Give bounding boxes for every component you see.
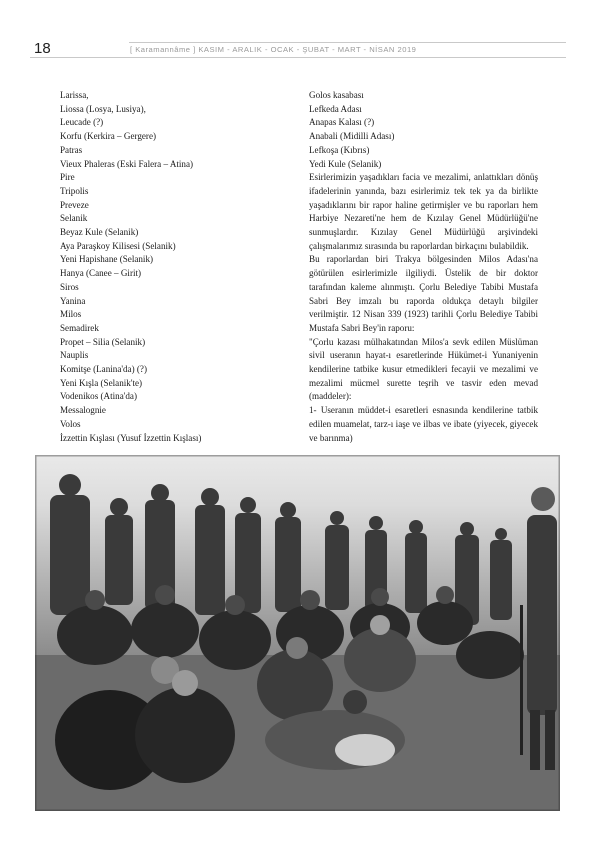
place-line: Golos kasabası (309, 90, 364, 100)
place-line: Selanik (60, 213, 88, 224)
place-line: Korfu (Kerkira – Gergere) (60, 131, 157, 142)
right-column (309, 89, 538, 445)
place-line: Patras (60, 144, 83, 155)
place-line: Volos (60, 418, 81, 429)
header-rule-top (129, 42, 566, 43)
place-line: Komitşe (Lanina'da) (?) (60, 364, 147, 375)
place-line: Anabali (Midilli Adası) (309, 131, 395, 142)
place-line: İzzettin Kışlası (Yusuf İzzettin Kışlası) (60, 432, 202, 443)
place-line: Siros (60, 281, 79, 292)
place-line: Pire (60, 172, 75, 183)
running-head: [ Karamannâme ] KASIM - ARALIK - OCAK - ŞUBAT - MART - NİSAN 2019 (130, 45, 417, 54)
place-line: Propet – Silia (Selanik) (60, 336, 146, 347)
place-line: Milos (60, 309, 82, 320)
place-line: Nauplis (60, 350, 89, 361)
place-line: Yedi Kule (Selanik) (309, 158, 382, 169)
place-line: Hanya (Canee – Girit) (60, 268, 142, 279)
report-quote-paragraph: "Çorlu kazası mülhakatından Milos'a sevk edilen Müslüman sivil useranın hayat-ı esaretlerinde Hükümet-i Yunaniyenin kendilerine tatbike kusur etmedikleri fecayii ve mezalimi ve mezalimi mücmel surette teşrih ve tasvir eden mevad (maddeler): (309, 336, 538, 402)
report-item-paragraph: 1- Useranın müddet-i esaretleri esnasında kendilerine tatbik edilen muamelat, tarz-ı iaşe ve ilbas ve ibate (yiyecek, giyecek ve barınma) (309, 405, 538, 443)
historical-photo-prisoners (35, 455, 560, 811)
place-line: Messalognie (60, 405, 106, 416)
place-line: Anapas Kalası (?) (309, 117, 375, 128)
page-number: 18 (34, 40, 51, 57)
place-line: Lefkoşa (Kıbrıs) (309, 144, 370, 155)
place-line: Vodenikos (Atina'da) (60, 391, 137, 402)
left-column (60, 89, 290, 445)
place-line: Yanina (60, 295, 86, 306)
body-paragraph: Bu raporlardan biri Trakya bölgesinden Milos Adası'na götürülen esirlerimizle ilgiliydi. Üstelik de bir doktor tarafından kaleme alınmıştı. Çorlu Belediye Tabibi Mustafa Sabri Bey imzalı bu raporda oldukça detaylı bilgiler verilmiştir. 12 Nisan 339 (1923) tarihli Çorlu Belediye Tabibi Mustafa Sabri Bey'in raporu: (309, 254, 538, 333)
place-line: Leucade (?) (60, 117, 104, 128)
place-line: Larissa, (60, 90, 89, 100)
place-line: Liossa (Losya, Lusiya), (60, 103, 146, 114)
place-line: Semadirek (60, 322, 99, 333)
body-paragraph: Esirlerimizin yaşadıkları facia ve mezalimi, anlattıkları dönüş ifadelerinin yanında, bazı esirlerimiz tek tek ya da birlikte yaşadıklarını bir rapor haline getirmişler ve bu raporları hem Harbiye Nezareti'ne hem de Kızılay Genel Müdürlüğü'ne sunmuşlardır. Kızılay Genel Müdürlüğü arşivindeki çalışmalarımız sırasında bu raporlardan birkaçını bulabildik. (309, 172, 538, 251)
photo-illustration (35, 455, 560, 811)
place-line: Aya Paraşkoy Kilisesi (Selanik) (60, 240, 176, 251)
place-line: Beyaz Kule (Selanik) (60, 227, 139, 238)
header-rule-bottom (30, 57, 566, 58)
place-line: Vieux Phaleras (Eski Falera – Atina) (60, 158, 194, 169)
place-line: Tripolis (60, 185, 89, 196)
place-line: Preveze (60, 199, 89, 210)
place-line: Yeni Kışla (Selanik'te) (60, 377, 143, 388)
place-line: Yeni Hapishane (Selanik) (60, 254, 154, 265)
place-line: Lefkeda Adası (309, 103, 362, 114)
